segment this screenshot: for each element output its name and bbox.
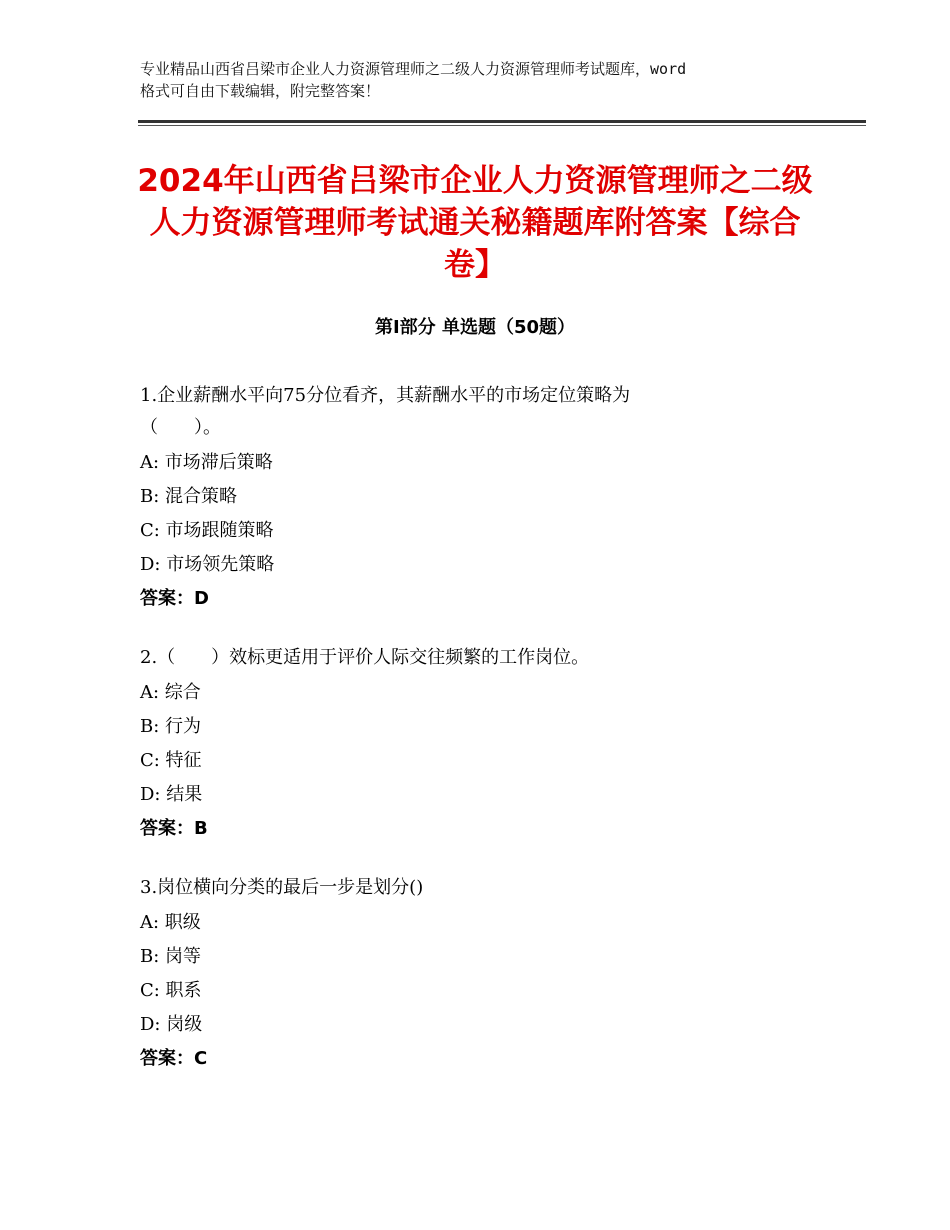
question-stem-line: 1.企业薪酬水平向75分位看齐，其薪酬水平的市场定位策略为 [140,385,631,406]
option-b: B: 混合策略 [140,486,238,507]
header-note-line-1: 专业精品山西省吕梁市企业人力资源管理师之二级人力资源管理师考试题库，word [140,60,687,78]
header-divider-thick [138,120,866,123]
option-b: B: 行为 [140,716,202,737]
option-a: A: 职级 [140,912,201,933]
question-stem [140,642,820,674]
answer: 答案：C [140,1048,208,1069]
option-a: A: 市场滞后策略 [140,452,273,473]
header-note-line-2: 格式可自由下载编辑，附完整答案！ [140,82,381,100]
question-3 [140,872,820,1076]
option-d: D: 市场领先策略 [140,554,275,575]
section-title: 第Ⅰ部分 单选题（50题） [374,317,575,338]
question-stem-line: 3.岗位横向分类的最后一步是划分() [140,877,424,898]
question-2 [140,642,820,846]
question-1 [140,380,820,616]
question-list [140,380,820,1102]
answer: 答案：B [140,818,208,839]
header-divider [138,120,866,126]
document-title: 2024年山西省吕梁市企业人力资源管理师之二级人力资源管理师考试通关秘籍题库附答案【综合卷】 [137,163,813,283]
answer: 答案：D [140,588,209,609]
header-note [140,58,830,102]
question-stem-line: 2.（ ）效标更适用于评价人际交往频繁的工作岗位。 [140,647,590,668]
option-d: D: 岗级 [140,1014,203,1035]
option-c: C: 特征 [140,750,202,771]
option-b: B: 岗等 [140,946,202,967]
option-c: C: 市场跟随策略 [140,520,274,541]
header-divider-thin [138,125,866,126]
question-stem [140,380,820,444]
option-a: A: 综合 [140,682,201,703]
question-stem [140,872,820,904]
option-d: D: 结果 [140,784,203,805]
option-c: C: 职系 [140,980,202,1001]
question-stem-line: （ ）。 [140,417,221,438]
